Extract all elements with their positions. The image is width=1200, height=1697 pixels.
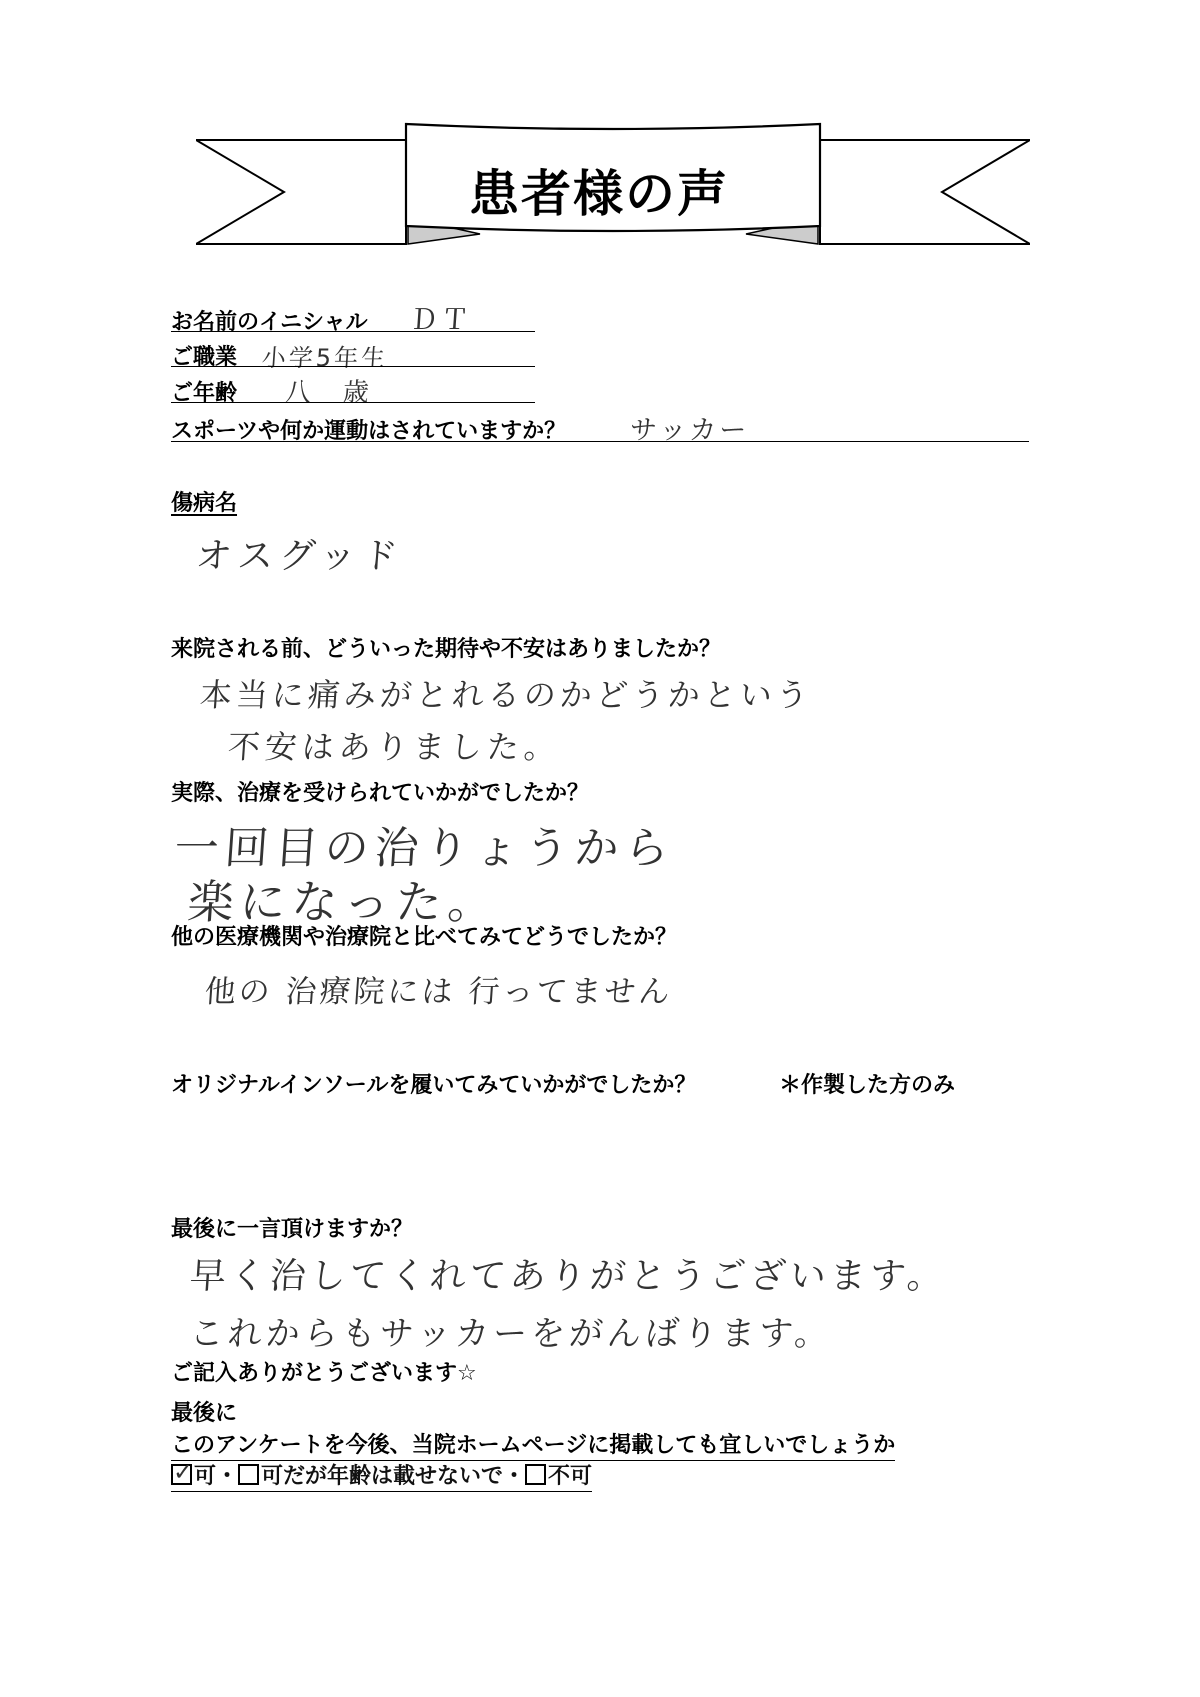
sports-underline [171, 441, 1029, 442]
expectation-answer-line-1: 本当に痛みがとれるのかどうかという [198, 676, 814, 714]
final-comment-label: 最後に一言頂けますか？ [171, 1217, 414, 1242]
option-allow-no-age-label: 可だが年齢は載せないで・ [261, 1464, 526, 1489]
permission-options [171, 1459, 592, 1492]
page-title: 患者様の声 [469, 165, 729, 223]
age-underline [171, 402, 535, 403]
final-comment-line-2: これからもサッカーをがんばります。 [188, 1314, 834, 1354]
treatment-label: 実際、治療を受けられていかがでしたか？ [171, 781, 590, 806]
occupation-underline [171, 366, 535, 367]
sports-value: サッカー [628, 415, 751, 446]
sports-label: スポーツや何か運動はされていますか？ [171, 419, 567, 444]
expectation-answer-line-2: 不安はありました。 [226, 728, 563, 766]
expectation-label: 来院される前、どういった期待や不安はありましたか？ [171, 637, 722, 662]
closing-last: 最後に [171, 1401, 238, 1426]
treatment-answer-line-2: 楽になった。 [185, 875, 502, 929]
injury-answer: オスグッド [194, 536, 406, 577]
thanks-text: ご記入ありがとうございます☆ [171, 1361, 477, 1386]
permission-question: このアンケートを今後、当院ホームページに掲載しても宜しいでしょうか [171, 1428, 895, 1461]
age-label: ご年齢 [171, 381, 238, 406]
treatment-answer-line-1: 一回目の治りょうから [172, 823, 677, 874]
final-comment-line-1: 早く治してくれてありがとうございます。 [188, 1256, 949, 1297]
option-allow-label: 可・ [194, 1464, 239, 1489]
comparison-answer: 他の 治療院には 行ってません [203, 974, 674, 1010]
comparison-label: 他の医療機関や治療院と比べてみてどうでしたか？ [171, 925, 678, 950]
injury-label: 傷病名 [171, 491, 238, 516]
option-deny-checkbox[interactable] [525, 1464, 546, 1485]
option-allow-checkbox[interactable] [171, 1458, 194, 1486]
initials-underline [171, 331, 535, 332]
insole-note: ＊作製した方のみ [779, 1073, 956, 1098]
insole-label: オリジナルインソールを履いてみていかがでしたか？ [171, 1073, 697, 1098]
initials-value: ＤＴ [408, 303, 474, 336]
option-deny-label: 不可 [548, 1464, 593, 1489]
option-allow-no-age-checkbox[interactable] [238, 1464, 259, 1485]
occupation-label: ご職業 [171, 345, 238, 370]
occupation-value: 小学5年生 [260, 344, 390, 372]
age-value: 八 歳 [283, 378, 373, 408]
check-mark-icon: ✓ [173, 1458, 194, 1486]
initials-label: お名前のイニシャル [171, 310, 368, 335]
